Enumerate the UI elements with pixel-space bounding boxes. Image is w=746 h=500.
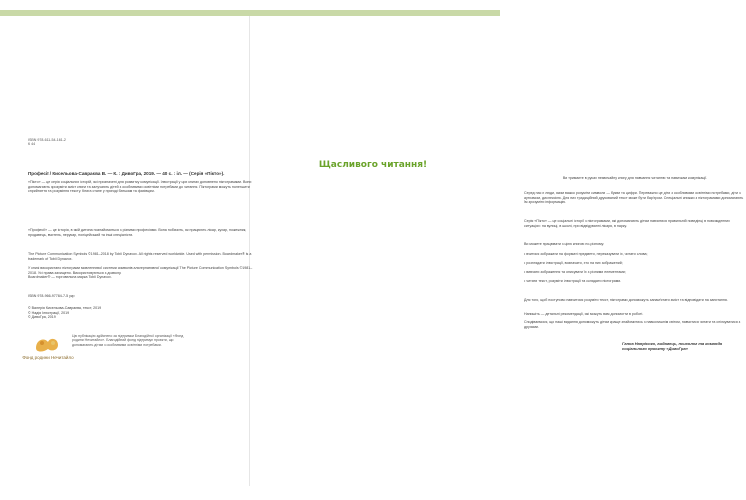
uk-pcs-text: У книзі використано піктограми мовленнєвої системи символів альтернативної комунікації The Picture Communication Symbols ©1981–2018. Усі права захищено. Використовуються з дозволу. [28, 266, 253, 275]
usage-list [524, 252, 746, 288]
book-spread [0, 16, 744, 486]
boardmaker-text: Boardmaker® — торговельна марка Tobii Dynavox. [28, 275, 112, 280]
foundation-logo [22, 334, 74, 362]
uk-pcs-copyright [28, 266, 254, 280]
intro-paragraph: Ви тримаєте в руках незвичайну книгу для навчання читанню та навичкам комунікації. [562, 176, 708, 180]
body-paragraph: Сподіваємося, що наші видання допоможуть дітям краще знайомитись з навколишнім світом, навчитися читати та спілкуватися з друзями. [524, 320, 741, 329]
isbn-2: ISBN 978-966-97784-7-5 укр [28, 294, 75, 298]
udc-line: К 44 [28, 142, 36, 147]
body-paragraph: Для того, щоб поступово навчитися розуміти текст, піктограми допоможуть запам'ятати зміст та відповідати на запитання. [524, 298, 728, 302]
copyright-line: © Надія Ілюстрації, 2019 [28, 310, 70, 315]
body-paragraph: Серія «Пікто» — це соціальні історії з піктограмами, які допомагають дітям навчитися правильній поведінці в повсякденних ситуаціях: на вулиці, в школі, при відвідуванні лікаря, в парку. [524, 219, 730, 228]
isbn-block [28, 138, 66, 147]
copyright-line: © ДивоГра, 2019 [28, 315, 56, 320]
description-1: «Пікто» — це серія соціальних історій, які призначені для розвитку комунікації. Ілюстрації у цих книгах доповнено піктограмами. Вони допомагають зрозуміти зміст книги та залучають дітей з особливими освітніми потребами до читання. Піктограми можуть полегшити сприйняття та розуміння тексту. Книга стане у пригоді батькам та фахівцям. [28, 180, 252, 194]
list-item: • вивчати зображення та описувати їх з різними елементами; [524, 269, 626, 274]
list-item: • читати текст, розуміти ілюстрації та складати піктограми. [524, 278, 622, 283]
body-paragraph: Напишіть — детальні рекомендації, які можуть вам допомогти в роботі. [524, 312, 644, 316]
sponsor-block [22, 334, 254, 362]
isbn-line: ISBN 978-611-54-161-2 [28, 138, 66, 142]
sponsor-text: Цю публікацію здійснено за підтримки Благодійної організації «Фонд родини Нечитайло». Благодійний фонд підтримує проєкти, що допомагають дітям з особливими освітніми потребами. [72, 334, 184, 347]
body-paragraph: Серед нас є люди, яким важко розуміти символи — букви та цифри. Переважно це діти з особливими освітніми потребами, діти з аутизмом, дислексією. Для них традиційний друкований текст може бути бар'єром. Спеціальні книжки з піктограмами допомагають їм зрозуміти інформацію. [524, 191, 744, 205]
catalog-entry: Професії / Кисельова-Савраєва В. — К. : ДивоГра, 2019. — 40 с. : іл. — (Серія «Пікто»). [28, 171, 225, 176]
body-paragraph: Ви можете працювати з цією книгою по-різному: [524, 242, 605, 246]
signature: Ганна Напрієнко, видавець, психолог та команда соціального проєкту «ДивоГра» [622, 341, 723, 351]
page-heading: Щасливого читання! [318, 160, 428, 170]
list-item: • вчитися зображати на форматі предмети, переказувати іх, читати слова; [524, 252, 648, 256]
list-item: • розглядати ілюстрації, визначати, хто на них зображений; [524, 260, 623, 265]
pcs-copyright: The Picture Communication Symbols ©1981–2018 by Tobii Dynavox. All rights reserved worldwide. Used with permission. Boardmaker® is a trademark of Tobii Dynavox. [28, 252, 252, 261]
copyright-line: © Валерія Кисельова-Савраєва, текст, 2019 [28, 306, 102, 310]
description-2: «Професії» — це історія, в якій дитина познайомиться з різними професіями. Вона побачить, як працюють лікар, кухар, пожежник, продавець, вчитель, перукар, поліцейський та інші спеціалісти. [28, 228, 247, 237]
logo-caption: Фонд родини Нечитайло [22, 355, 74, 360]
copyright-block [28, 306, 254, 320]
